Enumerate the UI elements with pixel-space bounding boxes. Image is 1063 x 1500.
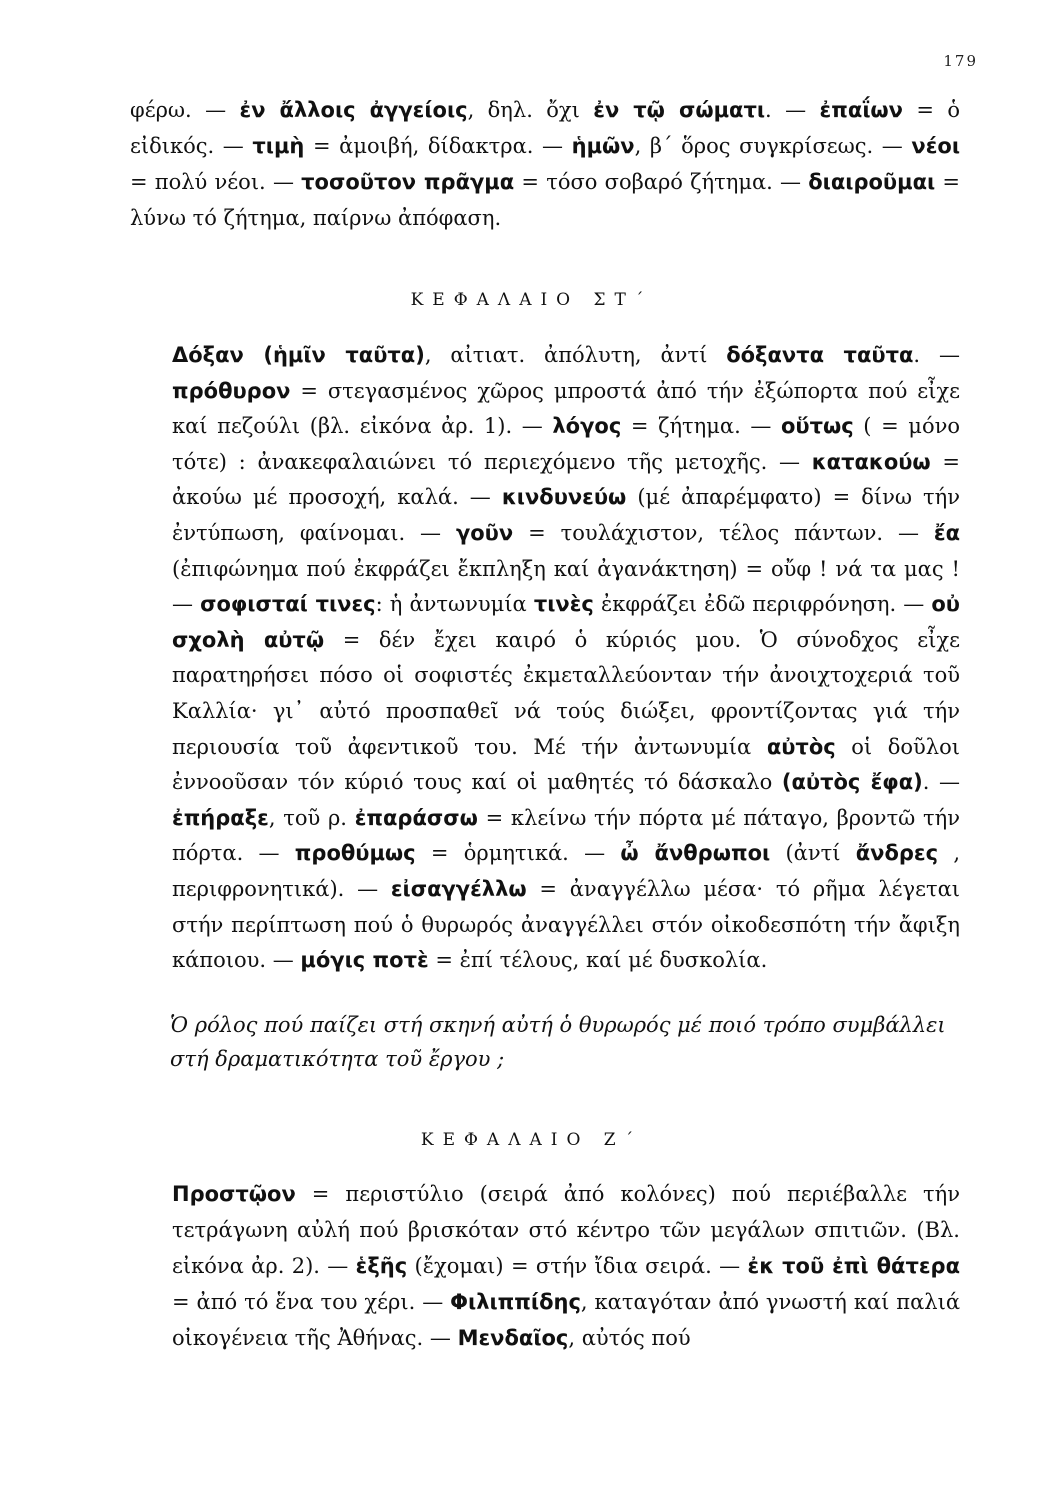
- glossary-definition: , δηλ. ὄχι: [467, 98, 594, 122]
- glossary-definition: , αὐτός πού: [568, 1326, 691, 1350]
- glossary-term: εἰσαγγέλλω: [390, 876, 527, 901]
- glossary-definition: = τουλάχιστον, τέλος πάντων. —: [513, 520, 934, 545]
- glossary-definition: = δέν ἔχει καιρό ὁ κύριός μου. Ὁ σύνοδχος εἶχε παρατηρήσει πόσο οἱ σοφιστές ἐκμεταλλεύονταν τήν ἀνοιχτοχεριά τοῦ Καλλία· γι᾽ αὐτό προσπαθεῖ νά τούς διώξει, φροντίζοντας γιά τήν περιουσία τοῦ ἀφεντικοῦ του. Μέ τήν ἀντωνυμία: [172, 627, 960, 759]
- chapter-heading-st: ΚΕΦΑΛΑΙΟ ΣΤ΄: [410, 290, 653, 310]
- glossary-definition: (ἔχομαι) = στήν ἴδια σειρά. —: [407, 1254, 748, 1278]
- glossary-definition: = ἀναγγέλλω μέσα· τό ρῆμα λέγεται στήν περίπτωση πού ὁ θυρωρός ἀναγγέλλει στόν οἰκοδεσπότη τήν ἄφιξη κάποιου. —: [172, 876, 960, 973]
- chapter-heading-z: ΚΕΦΑΛΑΙΟ Ζ΄: [420, 1130, 643, 1150]
- glossary-definition: = πολύ νέοι. —: [130, 170, 302, 194]
- glossary-term: δόξαντα ταῦτα: [726, 343, 914, 367]
- glossary-definition: = λύνω τό ζήτημα, παίρνω ἀπόφαση.: [130, 170, 960, 230]
- glossary-term: ἐπαράσσω: [354, 805, 478, 830]
- glossary-definition: . —: [913, 343, 960, 367]
- glossary-term: ἐν ἄλλοις ἀγγείοις: [239, 98, 468, 122]
- glossary-definition: = ὁρμητικά. —: [415, 841, 621, 866]
- chapter-z-glossary-block: [130, 1176, 960, 1356]
- glossary-term: κατακούω: [811, 449, 931, 474]
- glossary-definition: = στεγασμένος χῶρος μπροστά ἀπό τήν ἐξώπορτα πού εἶχε καί πεζούλι (βλ. εἰκόνα ἀρ. 1). —: [172, 378, 960, 439]
- glossary-definition: : ἡ ἀντωνυμία: [375, 592, 534, 617]
- glossary-definition: (ἐπιφώνημα πού ἐκφράζει ἔκπληξη καί ἀγανάκτηση) = οὔφ ! νά τα μας ! —: [172, 556, 960, 617]
- glossary-term: γοῦν: [455, 520, 514, 545]
- page-number: 179: [943, 52, 978, 70]
- glossary-term: ἑξῆς: [355, 1254, 408, 1278]
- chapter-st-glossary-block: [130, 338, 960, 979]
- glossary-definition: ( = μόνο τότε) : ἀνακεφαλαιώνει τό περιεχόμενο τῆς μετοχῆς. —: [172, 414, 960, 474]
- glossary-term: διαιροῦμαι: [808, 170, 936, 194]
- glossary-definition: = ἀμοιβή, δίδακτρα. —: [304, 134, 572, 158]
- study-question: Ὁ ρόλος πού παίζει στή σκηνή αὐτή ὁ θυρωρός μέ ποιό τρόπο συμβάλλει στή δραματικότητα τοῦ ἔργου ;: [170, 1013, 946, 1071]
- glossary-definition: = τόσο σοβαρό ζήτημα. —: [514, 170, 809, 194]
- glossary-term: οὐ σχολὴ αὐτῷ: [172, 592, 960, 652]
- glossary-definition: , αἰτιατ. ἀπόλυτη, ἀντί: [424, 343, 727, 367]
- glossary-definition: . —: [765, 98, 820, 122]
- glossary-definition: = περιστύλιο (σειρά ἀπό κολόνες) πού περιέβαλλε τήν τετράγωνη αὐλή πού βρισκόταν στό κέντρο τῶν μεγάλων σπιτιῶν. (Βλ. εἰκόνα ἀρ. 2). —: [172, 1182, 960, 1278]
- glossary-definition: , τοῦ ρ.: [268, 805, 355, 830]
- glossary-term: (αὐτὸς ἔφα): [781, 770, 923, 795]
- glossary-definition: (ἀντί: [770, 841, 856, 866]
- glossary-term: μόγις ποτὲ: [300, 948, 429, 973]
- glossary-term: Μενδαῖος: [457, 1326, 569, 1350]
- glossary-definition: . —: [922, 770, 960, 795]
- glossary-term: νέοι: [911, 134, 961, 158]
- glossary-definition: ἐκφράζει ἐδῶ περιφρόνηση. —: [593, 592, 932, 617]
- glossary-definition: = κλείνω τήν πόρτα μέ πάταγο, βροντῶ τήν πόρτα. —: [172, 805, 960, 866]
- glossary-definition: = ζήτημα. —: [621, 414, 781, 439]
- glossary-term: ἐπαΐων: [819, 98, 903, 122]
- glossary-term: ἐπήραξε: [172, 805, 269, 830]
- chapter-z-glossary-text: [130, 1176, 960, 1356]
- glossary-definition: φέρω. —: [130, 98, 240, 122]
- glossary-definition: , β΄ ὅρος συγκρίσεως. —: [634, 134, 912, 158]
- glossary-term: Δόξαν (ἡμῖν ταῦτα): [172, 343, 425, 367]
- glossary-term: ἐκ τοῦ ἐπὶ θάτερα: [747, 1254, 960, 1278]
- glossary-term: σοφισταί τινες: [200, 592, 376, 617]
- glossary-definition: οἱ δοῦλοι ἐννοοῦσαν τόν κύριό τους καί οἱ μαθητές τό δάσκαλο: [172, 734, 960, 795]
- glossary-term: προθύμως: [294, 841, 416, 866]
- glossary-term: Φιλιππίδης: [450, 1290, 581, 1314]
- top-glossary-block: [130, 92, 960, 236]
- glossary-term: τινὲς: [533, 592, 594, 617]
- glossary-term: αὐτὸς: [766, 734, 836, 759]
- glossary-term: ἔα: [933, 520, 960, 545]
- glossary-term: Προστῷον: [172, 1182, 296, 1206]
- glossary-term: οὕτως: [780, 414, 854, 439]
- glossary-term: ὦ ἄνθρωποι: [620, 841, 771, 866]
- glossary-definition: , περιφρονητικά). —: [172, 841, 961, 901]
- glossary-definition: = ἐπί τέλους, καί μέ δυσκολία.: [428, 948, 768, 973]
- glossary-definition: = ὁ εἰδικός. —: [130, 98, 961, 158]
- glossary-term: ἄνδρες: [855, 841, 939, 866]
- glossary-term: κινδυνεύω: [501, 485, 627, 510]
- glossary-term: τοσοῦτον πρᾶγμα: [301, 170, 515, 194]
- glossary-term: λόγος: [552, 414, 622, 439]
- chapter-st-glossary-text: [130, 338, 960, 979]
- top-glossary-text: [130, 92, 960, 236]
- glossary-definition: , καταγόταν ἀπό γνωστή καί παλιά οἰκογένεια τῆς Ἀθήνας. —: [172, 1290, 961, 1350]
- glossary-term: πρόθυρον: [172, 378, 291, 403]
- glossary-term: τιμὴ: [252, 134, 305, 158]
- glossary-definition: = ἀκούω μέ προσοχή, καλά. —: [172, 449, 961, 510]
- glossary-term: ἡμῶν: [571, 134, 635, 158]
- glossary-definition: = ἀπό τό ἕνα του χέρι. —: [172, 1290, 451, 1314]
- glossary-definition: (μέ ἀπαρέμφατο) = δίνω τήν ἐντύπωση, φαίνομαι. —: [172, 485, 960, 545]
- glossary-term: ἐν τῷ σώματι: [593, 98, 766, 122]
